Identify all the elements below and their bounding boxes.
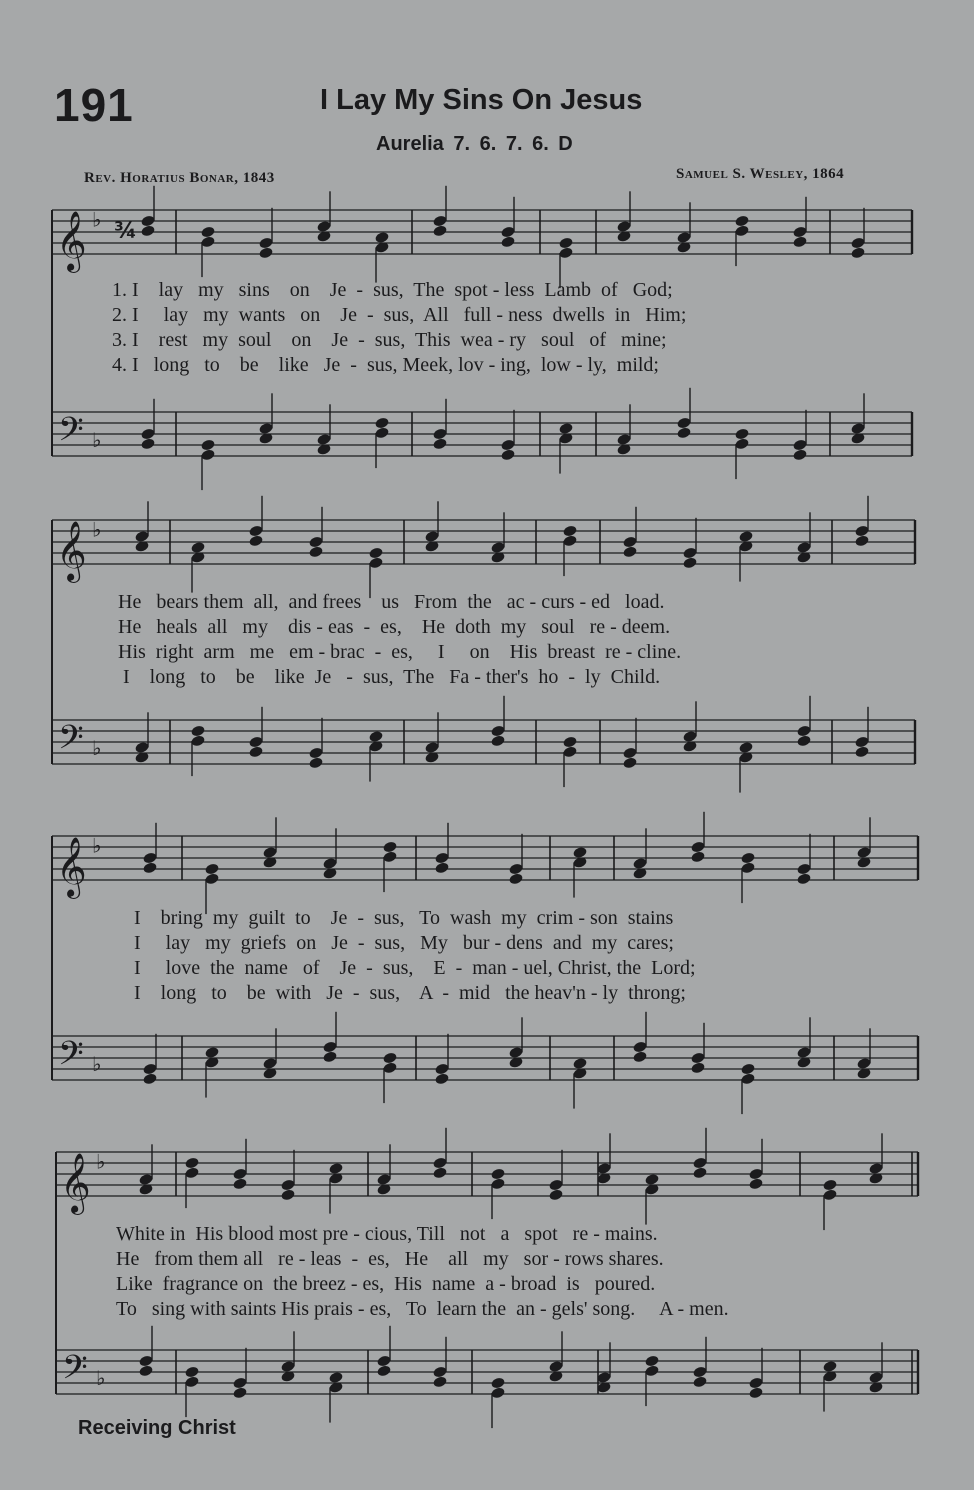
treble-notehead [374,231,389,244]
lyric-verse-2: He heals all my dis - eas - es, He doth my soul re - deem. [118,616,671,638]
bass-clef-icon: 𝄢 [62,1349,88,1395]
bass-notehead [632,1050,647,1063]
treble-notehead [748,1177,763,1190]
flat-icon: ♭ [92,428,102,453]
treble-notehead [368,546,383,559]
treble-notehead [248,534,263,547]
lyric-verse-3: I love the name of Je - sus, E - man - uel, Christ, the Lord; [134,957,696,979]
treble-notehead [558,236,573,249]
treble-notehead [280,1188,295,1201]
bass-notehead [138,1364,153,1377]
treble-notehead [796,872,811,885]
bass-notehead [796,734,811,747]
treble-notehead [432,1166,447,1179]
bass-notehead [232,1386,247,1399]
bass-notehead [382,1051,397,1064]
bass-notehead [622,756,637,769]
treble-notehead [258,246,273,259]
lyric-verse-4: I long to be like Je - sus, The Fa - ther's ho - ly Child. [118,666,661,688]
treble-clef-icon: 𝄞 [56,837,87,897]
hymn-title: I Lay My Sins On Jesus [320,84,643,116]
lyric-verse-2: He from them all re - leas - es, He all my sor - rows shares. [116,1248,664,1270]
bass-notehead [140,437,155,450]
lyric-verse-3: 3. I rest my soul on Je - sus, This wea - ry soul of mine; [112,329,667,351]
treble-notehead [738,530,753,543]
treble-notehead [644,1173,659,1186]
flat-icon: ♭ [92,517,102,542]
bass-notehead [374,416,389,429]
bass-notehead [822,1360,837,1373]
bass-notehead [676,426,691,439]
bass-notehead [490,734,505,747]
bass-clef-icon: 𝄢 [58,411,84,457]
treble-notehead [184,1156,199,1169]
bass-clef-icon: 𝄢 [58,1035,84,1081]
bass-notehead [854,745,869,758]
bass-notehead [692,1375,707,1388]
flat-icon: ♭ [92,207,102,232]
treble-notehead [142,861,157,874]
bass-notehead [434,1072,449,1085]
treble-notehead [200,225,215,238]
treble-notehead [204,862,219,875]
bass-notehead [308,756,323,769]
treble-notehead [432,224,447,237]
lyric-verse-1: 1. I lay my sins on Je - sus, The spot - less Lamb of God; [112,279,673,301]
treble-notehead [572,846,587,859]
bass-notehead [432,437,447,450]
lyric-verse-4: I long to be with Je - sus, A - mid the heav'n - ly throng; [134,982,686,1004]
bass-notehead [200,438,215,451]
treble-notehead [822,1178,837,1191]
treble-notehead [190,541,205,554]
treble-notehead [490,1167,505,1180]
bass-notehead [248,745,263,758]
bass-notehead [368,730,383,743]
bass-notehead [558,422,573,435]
lyric-verse-3: Like fragrance on the breez - es, His name a - broad is poured. [116,1273,656,1295]
bass-notehead [142,1072,157,1085]
flat-icon: ♭ [96,1366,106,1391]
bass-notehead [740,1062,755,1075]
flat-icon: ♭ [92,833,102,858]
bass-notehead [500,448,515,461]
treble-notehead [308,545,323,558]
treble-notehead [500,235,515,248]
bass-notehead [562,735,577,748]
treble-clef-icon: 𝄞 [56,521,87,581]
bass-notehead [690,1061,705,1074]
bass-notehead [792,448,807,461]
flat-icon: ♭ [92,736,102,761]
hymn-number: 191 [54,79,134,131]
flat-icon: ♭ [92,1052,102,1077]
lyric-verse-2: I lay my griefs on Je - sus, My bur - dens and my cares; [134,932,674,954]
bass-notehead [190,724,205,737]
bass-notehead [322,1050,337,1063]
bass-notehead [734,427,749,440]
lyric-verse-3: His right arm me em - brac - es, I on His breast re - cline. [118,641,682,663]
composer-credit: Samuel S. Wesley, 1864 [676,166,845,182]
author-credit: Rev. Horatius Bonar, 1843 [84,170,275,186]
flat-icon: ♭ [96,1149,106,1174]
bass-notehead [644,1354,659,1367]
lyric-verse-1: He bears them all, and frees us From the ac - curs - ed load. [118,591,665,613]
lyric-verse-2: 2. I lay my wants on Je - sus, All full - ness dwells in Him; [112,304,687,326]
treble-notehead [562,524,577,537]
tune-name-meter: Aurelia 7. 6. 7. 6. D [376,133,573,155]
bass-notehead [572,1057,587,1070]
treble-notehead [508,872,523,885]
treble-notehead [854,534,869,547]
treble-notehead [682,556,697,569]
treble-notehead [850,246,865,259]
time-signature: ¾ [114,219,137,244]
treble-notehead [548,1188,563,1201]
lyric-verse-1: I bring my guilt to Je - sus, To wash my crim - son stains [134,907,674,929]
treble-notehead [140,224,155,237]
bass-notehead [184,1365,199,1378]
bass-notehead [738,741,753,754]
treble-clef-icon: 𝄞 [56,211,87,271]
bass-notehead [748,1386,763,1399]
treble-notehead [792,235,807,248]
bass-clef-icon: 𝄢 [58,719,84,765]
treble-notehead [734,214,749,227]
treble-notehead [622,545,637,558]
lyric-verse-1: White in His blood most pre - cious, Till not a spot re - mains. [116,1223,658,1245]
category-footer: Receiving Christ [78,1417,236,1439]
treble-notehead [740,851,755,864]
treble-notehead [434,861,449,874]
bass-notehead [490,1376,505,1389]
lyric-verse-4: 4. I long to be like Je - sus, Meek, lov - ing, low - ly, mild; [112,354,659,376]
bass-notehead [432,1375,447,1388]
treble-notehead [690,850,705,863]
bass-notehead [204,1046,219,1059]
treble-notehead [328,1162,343,1175]
bass-notehead [376,1364,391,1377]
treble-notehead [692,1166,707,1179]
treble-notehead [382,840,397,853]
lyric-verse-4: To sing with saints His prais - es, To learn the an - gels' song. A - men. [116,1298,729,1320]
treble-notehead [232,1177,247,1190]
bass-notehead [328,1371,343,1384]
treble-clef-icon: 𝄞 [60,1153,91,1213]
